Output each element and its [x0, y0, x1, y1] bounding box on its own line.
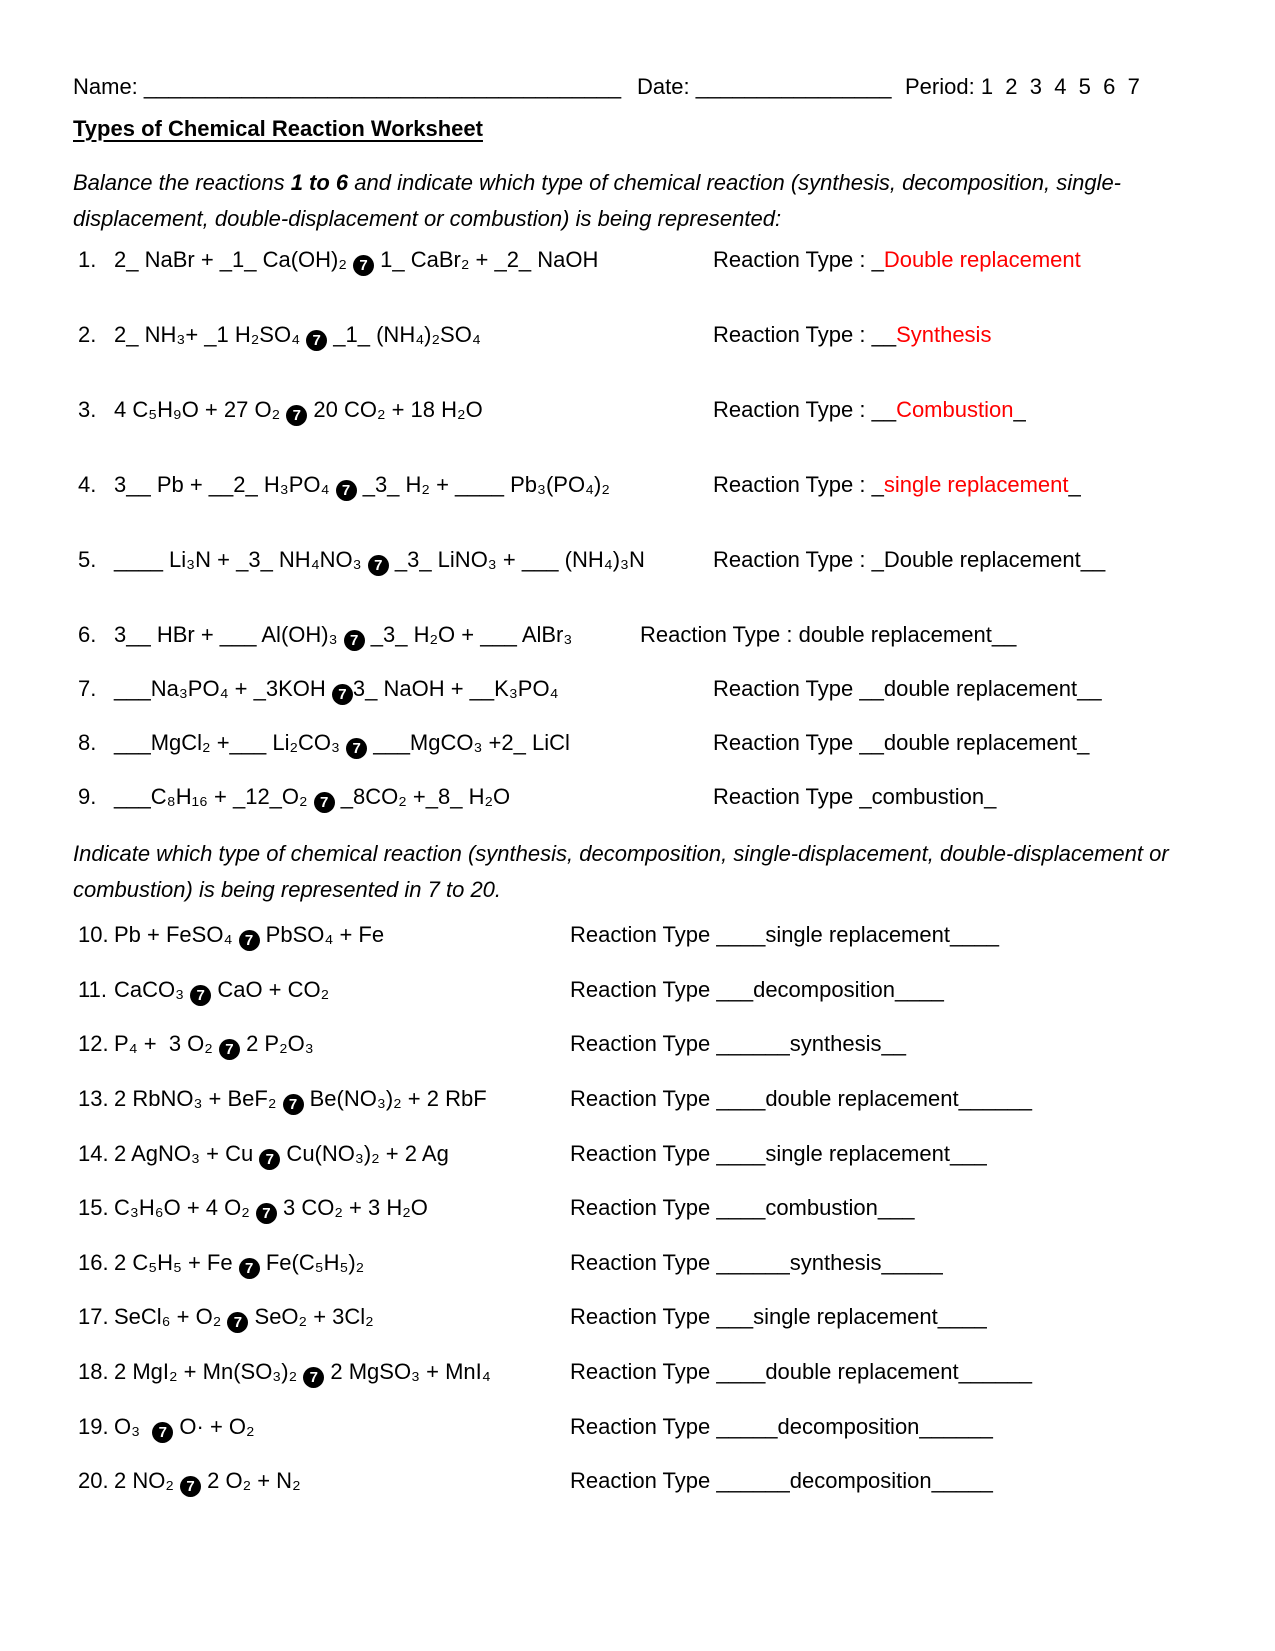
worksheet-item-5: [78, 547, 1106, 577]
item-number: 11.: [78, 977, 107, 1002]
equation-rhs: ___MgCO₃ +2_ LiCl: [367, 730, 570, 755]
worksheet-item-10: [78, 922, 999, 952]
period-label: Period:: [905, 74, 975, 99]
reaction-arrow-icon: 7: [219, 1039, 240, 1060]
item-number: 7.: [78, 676, 97, 701]
worksheet-item-18: [78, 1359, 1032, 1389]
answer-blank-post: ______: [919, 1414, 993, 1439]
reaction-arrow-icon: 7: [336, 480, 357, 501]
equation-lhs: ___MgCl₂ +___ Li₂CO₃: [114, 730, 347, 755]
worksheet-item-12: [78, 1031, 906, 1061]
answer-blank-post: _____: [931, 1468, 993, 1493]
period-options: 1 2 3 4 5 6 7: [980, 74, 1140, 99]
equation-rhs: _3_ H₂ + ____ Pb₃(PO₄)₂: [356, 472, 610, 497]
answer-text: double replacement: [765, 1086, 959, 1111]
answer-blank-pre: ______: [716, 1031, 790, 1056]
reaction-type-label: Reaction Type: [570, 1031, 717, 1056]
equation-rhs: O· + O₂: [173, 1414, 255, 1439]
answer-blank-pre: __: [871, 322, 897, 347]
answer-blank-pre: __: [871, 397, 897, 422]
answer-blank-pre: ___: [716, 977, 754, 1002]
reaction-arrow-icon: 7: [180, 1476, 201, 1497]
reaction-type-label: Reaction Type: [570, 1359, 717, 1384]
answer-blank-pre: ______: [716, 1250, 790, 1275]
worksheet-item-11: [78, 977, 944, 1007]
answer-blank-post: _: [1077, 730, 1090, 755]
worksheet-item-7: [78, 676, 1102, 706]
reaction-type: [570, 1468, 993, 1494]
reaction-arrow-icon: 7: [314, 792, 335, 813]
answer-blank-post: ____: [894, 977, 944, 1002]
reaction-type: [713, 247, 1081, 273]
answer-blank-pre: __: [859, 676, 884, 701]
reaction-arrow-icon: 7: [306, 330, 327, 351]
item-number: 1.: [78, 247, 97, 272]
equation-rhs: 2 O₂ + N₂: [201, 1468, 301, 1493]
reaction-type-label: Reaction Type :: [640, 622, 799, 647]
reaction-type: [570, 1195, 915, 1221]
answer-blank-post: __: [881, 1031, 906, 1056]
answer-blank-post: __: [1080, 547, 1106, 572]
header-period-field: [905, 74, 1140, 100]
reaction-type-label: Reaction Type :: [713, 472, 872, 497]
item-number: 18.: [78, 1359, 109, 1384]
answer-text: double replacement: [883, 730, 1078, 755]
answer-blank-pre: _____: [716, 1414, 778, 1439]
answer-blank-post: _____: [881, 1250, 943, 1275]
answer-blank-post: _: [1013, 397, 1026, 422]
answer-text: single replacement: [883, 472, 1069, 497]
instructions-1: [73, 165, 1203, 237]
reaction-type: [713, 472, 1081, 498]
reaction-arrow-icon: 7: [283, 1094, 304, 1115]
answer-blank-post: __: [991, 622, 1017, 647]
reaction-type-label: Reaction Type :: [713, 547, 872, 572]
reaction-arrow-icon: 7: [190, 985, 211, 1006]
equation-lhs: 2 RbNO₃ + BeF₂: [114, 1086, 283, 1111]
reaction-type-label: Reaction Type: [570, 1414, 717, 1439]
answer-blank-post: __: [1077, 676, 1102, 701]
equation-rhs: 3_ NaOH + __K₃PO₄: [352, 676, 559, 701]
reaction-type-label: Reaction Type: [713, 676, 860, 701]
answer-blank-post: ___: [877, 1195, 915, 1220]
item-number: 14.: [78, 1141, 109, 1166]
item-number: 6.: [78, 622, 97, 647]
item-number: 13.: [78, 1086, 109, 1111]
reaction-type: [570, 1031, 906, 1057]
answer-blank-post: ____: [949, 922, 999, 947]
equation-rhs: 20 CO₂ + 18 H₂O: [307, 397, 483, 422]
item-number: 15.: [78, 1195, 109, 1220]
reaction-type: [713, 322, 991, 348]
item-number: 4.: [78, 472, 97, 497]
instructions-1-bold-range: 1 to 6: [290, 170, 349, 195]
equation-lhs: C₃H₆O + 4 O₂: [114, 1195, 256, 1220]
equation-rhs: _8CO₂ +_8_ H₂O: [334, 784, 511, 809]
worksheet-item-13: [78, 1086, 1032, 1116]
answer-text: double replacement: [798, 622, 992, 647]
reaction-type: [570, 1141, 987, 1167]
answer-blank-post: ______: [958, 1086, 1032, 1111]
equation-lhs: SeCl₆ + O₂: [114, 1304, 228, 1329]
answer-blank-pre: ______: [716, 1468, 790, 1493]
answer-text: single replacement: [765, 1141, 950, 1166]
reaction-type: [713, 676, 1102, 702]
answer-text: double replacement: [765, 1359, 959, 1384]
equation-lhs: CaCO₃: [114, 977, 191, 1002]
item-number: 5.: [78, 547, 97, 572]
answer-blank-pre: _: [859, 784, 872, 809]
reaction-arrow-icon: 7: [227, 1312, 248, 1333]
equation-lhs: 2 AgNO₃ + Cu: [114, 1141, 260, 1166]
equation-rhs: 3 CO₂ + 3 H₂O: [276, 1195, 428, 1220]
answer-text: synthesis: [789, 1031, 882, 1056]
worksheet-item-1: [78, 247, 1081, 277]
reaction-type: [570, 1086, 1032, 1112]
equation-rhs: Cu(NO₃)₂ + 2 Ag: [280, 1141, 449, 1166]
answer-text: synthesis: [789, 1250, 882, 1275]
answer-text: decomposition: [789, 1468, 932, 1493]
equation-rhs: _1_ (NH₄)₂SO₄: [327, 322, 481, 347]
instructions-1-text: Balance the reactions: [73, 170, 291, 195]
equation-lhs: P₄ + 3 O₂: [114, 1031, 219, 1056]
equation-rhs: SeO₂ + 3Cl₂: [248, 1304, 374, 1329]
worksheet-item-9: [78, 784, 997, 814]
item-number: 19.: [78, 1414, 109, 1439]
reaction-type-label: Reaction Type :: [713, 247, 872, 272]
worksheet-item-14: [78, 1141, 987, 1171]
equation-rhs: CaO + CO₂: [211, 977, 330, 1002]
reaction-type-label: Reaction Type: [570, 922, 717, 947]
reaction-type: [570, 1250, 943, 1276]
equation-lhs: 2 NO₂: [114, 1468, 180, 1493]
name-blank-line: _______________________________________: [143, 74, 622, 99]
instructions-1-text-cont: and indicate which type of chemical reaction (synthesis, decomposition, single-displacement, double-displacement or combustion) is being represented:: [73, 170, 1122, 231]
answer-blank-pre: ____: [716, 922, 766, 947]
reaction-type-label: Reaction Type: [570, 1304, 717, 1329]
reaction-arrow-icon: 7: [368, 555, 389, 576]
worksheet-item-17: [78, 1304, 987, 1334]
answer-blank-pre: ___: [716, 1304, 754, 1329]
equation-rhs: Fe(C₅H₅)₂: [259, 1250, 365, 1275]
answer-blank-post: ____: [937, 1304, 987, 1329]
worksheet-item-15: [78, 1195, 915, 1225]
worksheet-item-2: [78, 322, 992, 352]
item-number: 20.: [78, 1468, 109, 1493]
date-label: Date:: [637, 74, 690, 99]
answer-text: Double replacement: [883, 247, 1081, 272]
reaction-arrow-icon: 7: [239, 930, 260, 951]
item-number: 16.: [78, 1250, 109, 1275]
header-date-field: [637, 74, 891, 100]
answer-text: decomposition: [753, 977, 895, 1002]
equation-lhs: Pb + FeSO₄: [114, 922, 239, 947]
item-number: 10.: [78, 922, 109, 947]
answer-text: single replacement: [753, 1304, 938, 1329]
answer-text: Combustion: [896, 397, 1014, 422]
equation-rhs: Be(NO₃)₂ + 2 RbF: [303, 1086, 487, 1111]
equation-rhs: PbSO₄ + Fe: [259, 922, 385, 947]
answer-blank-pre: ____: [716, 1359, 766, 1384]
equation-rhs: 2 MgSO₃ + MnI₄: [324, 1359, 491, 1384]
reaction-type-label: Reaction Type: [570, 1468, 717, 1493]
reaction-type: [713, 397, 1026, 423]
item-number: 2.: [78, 322, 97, 347]
item-number: 3.: [78, 397, 97, 422]
answer-blank-pre: _: [871, 547, 884, 572]
header-name-field: [73, 74, 621, 100]
reaction-arrow-icon: 7: [259, 1149, 280, 1170]
equation-lhs: 2 C₅H₅ + Fe: [114, 1250, 239, 1275]
equation-lhs: 3__ HBr + ___ Al(OH)₃: [114, 622, 344, 647]
date-blank-line: ________________: [695, 74, 892, 99]
answer-text: Double replacement: [883, 547, 1081, 572]
answer-text: combustion: [765, 1195, 878, 1220]
equation-rhs: _3_ H₂O + ___ AlBr₃: [364, 622, 573, 647]
reaction-type-label: Reaction Type: [570, 1141, 717, 1166]
reaction-arrow-icon: 7: [344, 630, 365, 651]
equation-rhs: _3_ LiNO₃ + ___ (NH₄)₃N: [388, 547, 645, 572]
equation-lhs: ___Na₃PO₄ + _3KOH: [114, 676, 332, 701]
answer-blank-pre: _: [871, 472, 884, 497]
answer-blank-pre: __: [859, 730, 884, 755]
answer-blank-post: ______: [958, 1359, 1032, 1384]
equation-lhs: O₃: [114, 1414, 153, 1439]
answer-blank-post: _: [1068, 472, 1081, 497]
equation-lhs: 2 MgI₂ + Mn(SO₃)₂: [114, 1359, 304, 1384]
page-title: Types of Chemical Reaction Worksheet: [73, 116, 483, 141]
equation-lhs: 4 C₅H₉O + 27 O₂: [114, 397, 287, 422]
reaction-arrow-icon: 7: [353, 255, 374, 276]
equation-lhs: ____ Li₃N + _3_ NH₄NO₃: [114, 547, 368, 572]
answer-blank-post: ___: [949, 1141, 987, 1166]
worksheet-item-6: [78, 622, 1017, 652]
answer-blank-pre: _: [871, 247, 884, 272]
equation-lhs: 2_ NH₃+ _1 H₂SO₄: [114, 322, 307, 347]
reaction-arrow-icon: 7: [239, 1258, 260, 1279]
reaction-type-label: Reaction Type: [713, 730, 860, 755]
equation-rhs: 1_ CaBr₂ + _2_ NaOH: [374, 247, 599, 272]
reaction-type: [713, 784, 996, 810]
reaction-arrow-icon: 7: [303, 1367, 324, 1388]
reaction-arrow-icon: 7: [346, 738, 367, 759]
reaction-type: [570, 977, 944, 1003]
answer-text: Synthesis: [896, 322, 992, 347]
item-number: 12.: [78, 1031, 109, 1056]
answer-blank-post: _: [984, 784, 997, 809]
equation-lhs: 3__ Pb + __2_ H₃PO₄: [114, 472, 336, 497]
answer-blank-pre: ____: [716, 1195, 766, 1220]
reaction-type: [570, 1414, 993, 1440]
worksheet-item-16: [78, 1250, 943, 1280]
reaction-type-label: Reaction Type :: [713, 322, 872, 347]
reaction-arrow-icon: 7: [152, 1422, 173, 1443]
reaction-type-label: Reaction Type: [570, 1086, 717, 1111]
worksheet-item-19: [78, 1414, 993, 1444]
worksheet-item-3: [78, 397, 1026, 427]
name-label: Name:: [73, 74, 138, 99]
reaction-arrow-icon: 7: [256, 1203, 277, 1224]
reaction-arrow-icon: 7: [286, 405, 307, 426]
instructions-2: Indicate which type of chemical reaction (synthesis, decomposition, single-displacement, double-displacement or combustion) is being represented in 7 to 20.: [73, 841, 1169, 902]
reaction-type-label: Reaction Type :: [713, 397, 872, 422]
reaction-type-label: Reaction Type: [713, 784, 860, 809]
reaction-type: [713, 730, 1089, 756]
answer-text: decomposition: [777, 1414, 920, 1439]
worksheet-item-4: [78, 472, 1081, 502]
reaction-type: [640, 622, 1016, 648]
worksheet-item-20: [78, 1468, 993, 1498]
equation-lhs: ___C₈H₁₆ + _12_O₂: [114, 784, 314, 809]
reaction-type-label: Reaction Type: [570, 1195, 717, 1220]
reaction-type-label: Reaction Type: [570, 1250, 717, 1275]
equation-rhs: 2 P₂O₃: [239, 1031, 314, 1056]
reaction-type-label: Reaction Type: [570, 977, 717, 1002]
reaction-arrow-icon: 7: [332, 684, 353, 705]
answer-text: single replacement: [765, 922, 950, 947]
answer-text: combustion: [871, 784, 985, 809]
answer-text: double replacement: [883, 676, 1078, 701]
item-number: 17.: [78, 1304, 109, 1329]
equation-lhs: 2_ NaBr + _1_ Ca(OH)₂: [114, 247, 354, 272]
answer-blank-pre: ____: [716, 1141, 766, 1166]
item-number: 9.: [78, 784, 97, 809]
answer-blank-pre: ____: [716, 1086, 766, 1111]
reaction-type: [570, 1359, 1032, 1385]
item-number: 8.: [78, 730, 97, 755]
reaction-type: [570, 1304, 987, 1330]
reaction-type: [713, 547, 1105, 573]
reaction-type: [570, 922, 999, 948]
worksheet-item-8: [78, 730, 1090, 760]
